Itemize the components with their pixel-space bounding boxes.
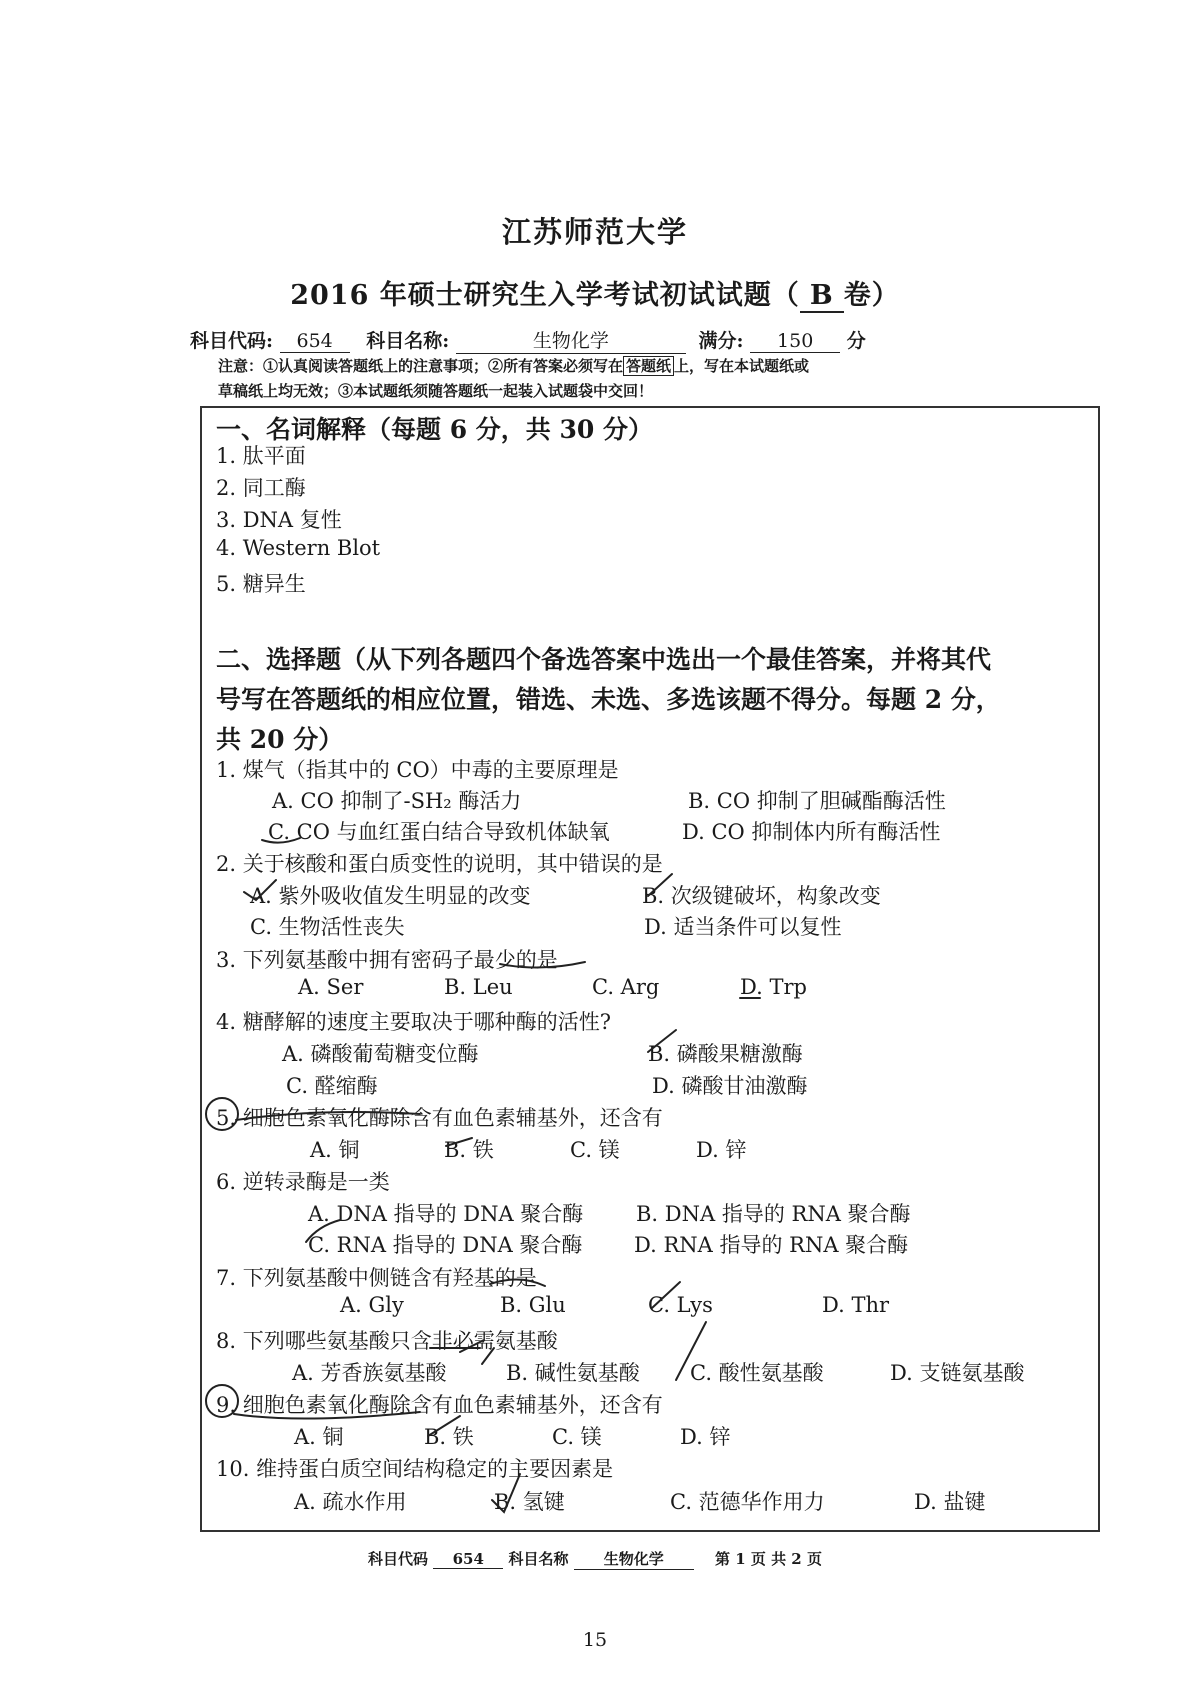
option-a: A. 磷酸葡萄糖变位酶	[282, 1042, 479, 1066]
notice-boxed-text: 答题纸	[623, 356, 674, 376]
option-c: C. CO 与血红蛋白结合导致机体缺氧	[268, 820, 610, 844]
footer-name-label: 科目名称	[508, 1550, 569, 1568]
option-d: D. 锌	[680, 1425, 731, 1449]
question-stem: 10. 维持蛋白质空间结构稳定的主要因素是	[216, 1457, 614, 1481]
page-number: 15	[582, 1629, 608, 1651]
term-item: 5. 糖异生	[216, 572, 306, 596]
option-d: D. 盐键	[914, 1490, 986, 1514]
option-c: C. 镁	[552, 1425, 602, 1449]
option-d: D. 锌	[696, 1138, 747, 1162]
subject-code: 654	[280, 330, 350, 353]
page-footer	[0, 1548, 1190, 1570]
option-b: B. DNA 指导的 RNA 聚合酶	[636, 1202, 911, 1226]
term-item: 4. Western Blot	[216, 536, 381, 560]
option-c: C. 醛缩酶	[286, 1074, 378, 1098]
footer-code-label: 科目代码	[368, 1550, 429, 1568]
option-b: B. 次级键破坏，构象改变	[642, 884, 881, 908]
option-d: D. Trp	[740, 975, 807, 999]
option-c: C. RNA 指导的 DNA 聚合酶	[308, 1233, 583, 1257]
option-c: C. 生物活性丧失	[250, 915, 405, 939]
exam-title	[0, 273, 1190, 313]
subject-code-label: 科目代码:	[190, 330, 274, 352]
option-a: A. Gly	[340, 1293, 404, 1317]
question-stem: 3. 下列氨基酸中拥有密码子最少的是	[216, 948, 558, 972]
option-d: D. Thr	[822, 1293, 890, 1317]
footer-code: 654	[433, 1550, 503, 1569]
subject-name-label: 科目名称:	[366, 330, 450, 352]
option-b: B. 磷酸果糖激酶	[648, 1042, 803, 1066]
option-b: B. Glu	[500, 1293, 566, 1317]
option-b: B. Leu	[444, 975, 513, 999]
subject-info	[190, 326, 866, 354]
score-unit: 分	[846, 330, 866, 352]
option-c: C. Lys	[648, 1293, 713, 1317]
university-name: 江苏师范大学	[501, 215, 688, 249]
option-a: A. DNA 指导的 DNA 聚合酶	[308, 1202, 584, 1226]
term-item: 2. 同工酶	[216, 476, 306, 500]
notice-line-2: 草稿纸上均无效；③本试题纸须随答题纸一起装入试题袋中交回！	[218, 382, 654, 400]
option-d: D. 适当条件可以复性	[644, 915, 842, 939]
footer-name: 生物化学	[574, 1548, 694, 1570]
exam-title-prefix: 2016 年硕士研究生入学考试初试试题（	[290, 280, 800, 311]
question-stem: 5. 细胞色素氧化酶除含有血色素辅基外，还含有	[216, 1106, 663, 1130]
option-a: A. 铜	[294, 1425, 344, 1449]
question-stem: 6. 逆转录酶是一类	[216, 1170, 390, 1194]
option-a: A. 紫外吸收值发生明显的改变	[250, 884, 531, 908]
question-stem: 4. 糖酵解的速度主要取决于哪种酶的活性?	[216, 1010, 611, 1034]
full-score-label: 满分:	[698, 330, 744, 352]
section1-heading: 一、名词解释（每题 6 分，共 30 分）	[216, 415, 654, 444]
paper-version: B	[800, 280, 844, 313]
option-d: D. CO 抑制体内所有酶活性	[682, 820, 941, 844]
option-b: B. 氢键	[494, 1490, 565, 1514]
option-b: B. 铁	[444, 1138, 494, 1162]
question-stem: 7. 下列氨基酸中侧链含有羟基的是	[216, 1266, 537, 1290]
option-a: A. 铜	[310, 1138, 360, 1162]
option-c: C. 酸性氨基酸	[690, 1361, 824, 1385]
option-d: D. RNA 指导的 RNA 聚合酶	[634, 1233, 909, 1257]
footer-page: 第 1 页 共 2 页	[714, 1550, 822, 1568]
option-b: B. 铁	[424, 1425, 474, 1449]
question-stem: 8. 下列哪些氨基酸只含非必需氨基酸	[216, 1329, 558, 1353]
question-stem: 1. 煤气（指其中的 CO）中毒的主要原理是	[216, 758, 619, 782]
term-item: 1. 肽平面	[216, 444, 306, 468]
subject-name: 生物化学	[456, 326, 686, 354]
question-stem: 9. 细胞色素氧化酶除含有血色素辅基外，还含有	[216, 1393, 663, 1417]
option-a: A. 芳香族氨基酸	[292, 1361, 447, 1385]
option-c: C. 镁	[570, 1138, 620, 1162]
option-d: D. 支链氨基酸	[890, 1361, 1025, 1385]
section2-heading: 二、选择题（从下列各题四个备选答案中选出一个最佳答案，并将其代 号写在答题纸的相应位置，错选、未选、多选该题不得分。每题 2 分， 共 20 分）	[216, 645, 1001, 754]
full-score: 150	[750, 330, 840, 353]
option-a: A. Ser	[298, 975, 364, 999]
option-d: D. 磷酸甘油激酶	[652, 1074, 808, 1098]
option-c: C. Arg	[592, 975, 660, 999]
option-b: B. CO 抑制了胆碱酯酶活性	[688, 789, 946, 813]
exam-title-suffix: 卷）	[843, 280, 900, 311]
option-b: B. 碱性氨基酸	[506, 1361, 640, 1385]
question-stem: 2. 关于核酸和蛋白质变性的说明，其中错误的是	[216, 852, 663, 876]
term-item: 3. DNA 复性	[216, 508, 342, 532]
option-a: A. CO 抑制了-SH₂ 酶活力	[272, 789, 522, 813]
notice	[218, 354, 809, 404]
notice-line-1: 注意：①认真阅读答题纸上的注意事项；②所有答案必须写在 答题纸 上，写在本试题纸或	[218, 357, 810, 375]
option-c: C. 范德华作用力	[670, 1490, 825, 1514]
option-a: A. 疏水作用	[294, 1490, 407, 1514]
